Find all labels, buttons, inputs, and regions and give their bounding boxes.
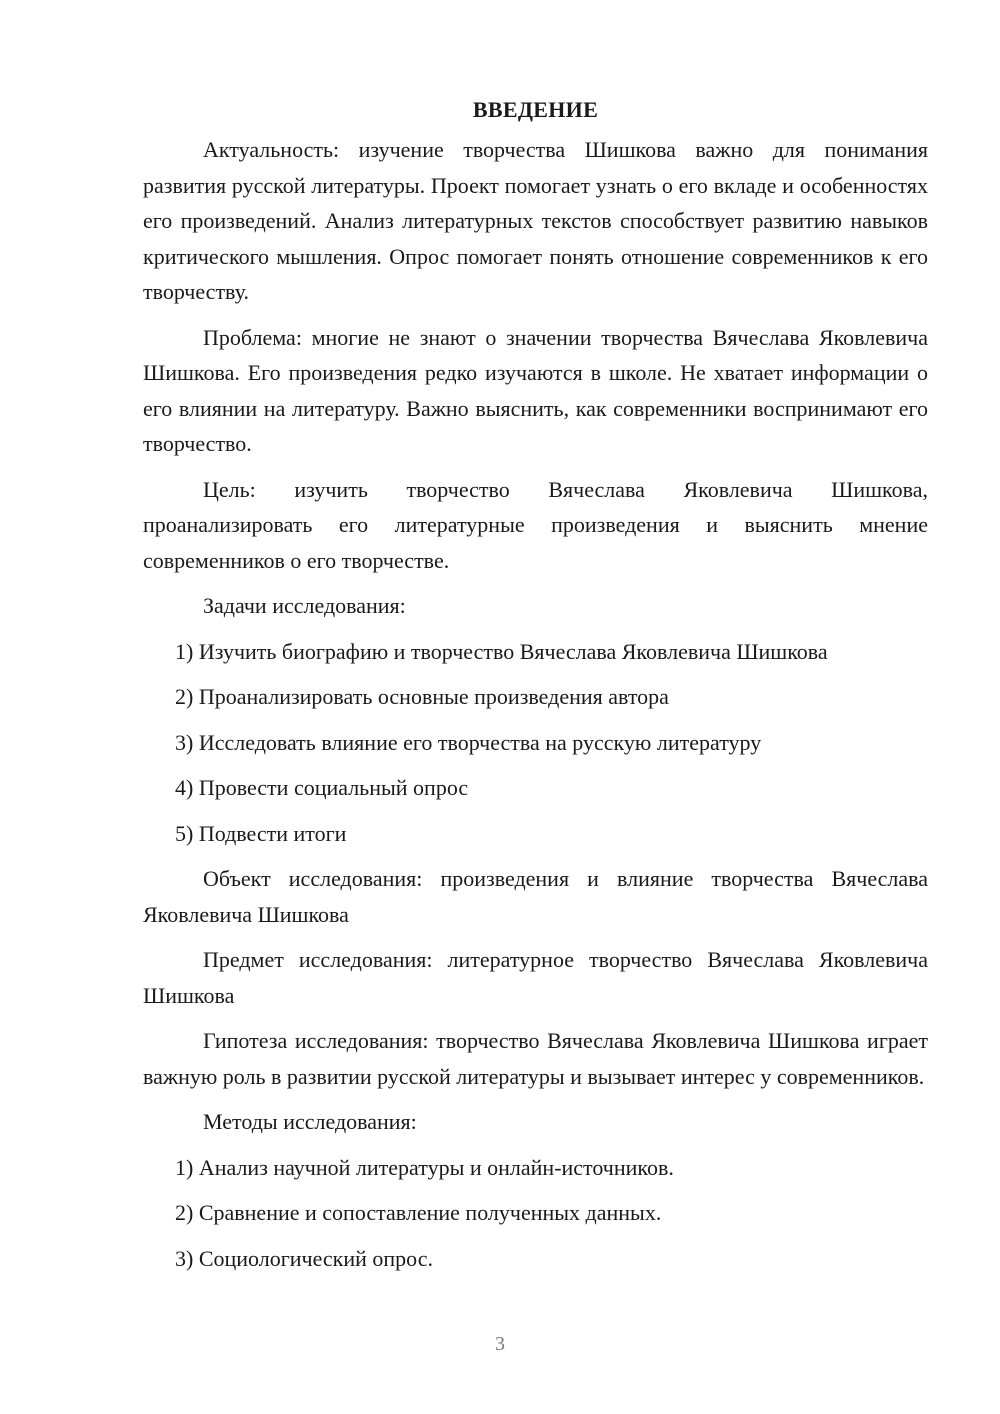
relevance-paragraph: Актуальность: изучение творчества Шишкова важно для понимания развития русской литературы. Проект помогает узнать о его вкладе и особенностях его произведений. Анализ литературных текстов способствует развитию навыков критического мышления. Опрос помогает понять отношение современников к его творчеству. xyxy=(143,137,928,304)
document-page xyxy=(143,92,928,1286)
hypothesis-paragraph: Гипотеза исследования: творчество Вячеслава Яковлевича Шишкова играет важную роль в развитии русской литературы и вызывает интерес у современников. xyxy=(143,1028,928,1089)
subject-paragraph: Предмет исследования: литературное творчество Вячеслава Яковлевича Шишкова xyxy=(143,947,928,1008)
method-item: 1) Анализ научной литературы и онлайн-источников. xyxy=(175,1154,674,1180)
methods-heading: Методы исследования: xyxy=(203,1109,417,1134)
object-paragraph: Объект исследования: произведения и влияние творчества Вячеслава Яковлевича Шишкова xyxy=(143,866,928,927)
problem-paragraph: Проблема: многие не знают о значении творчества Вячеслава Яковлевича Шишкова. Его произведения редко изучаются в школе. Не хватает информации о его влиянии на литературу. Важно выяснить, как современники воспринимают его творчество. xyxy=(143,324,928,456)
task-item: 2) Проанализировать основные произведения автора xyxy=(175,684,669,709)
methods-list xyxy=(143,1150,928,1277)
method-item: 3) Социологический опрос. xyxy=(175,1245,433,1271)
task-item: 3) Исследовать влияние его творчества на русскую литературу xyxy=(175,729,762,755)
tasks-heading: Задачи исследования: xyxy=(203,593,406,618)
task-item: 1) Изучить биографию и творчество Вячеслава Яковлевича Шишкова xyxy=(175,638,828,664)
task-item: 5) Подвести итоги xyxy=(175,820,347,846)
tasks-list xyxy=(143,634,928,852)
page-title: ВВЕДЕНИЕ xyxy=(472,97,599,122)
task-item: 4) Провести социальный опрос xyxy=(175,775,469,800)
page-number: 3 xyxy=(495,1333,505,1355)
goal-paragraph: Цель: изучить творчество Вячеслава Яковлевича Шишкова, проанализировать его литературные произведения и выяснить мнение современников о его творчестве. xyxy=(143,476,928,573)
method-item: 2) Сравнение и сопоставление полученных данных. xyxy=(175,1200,662,1225)
